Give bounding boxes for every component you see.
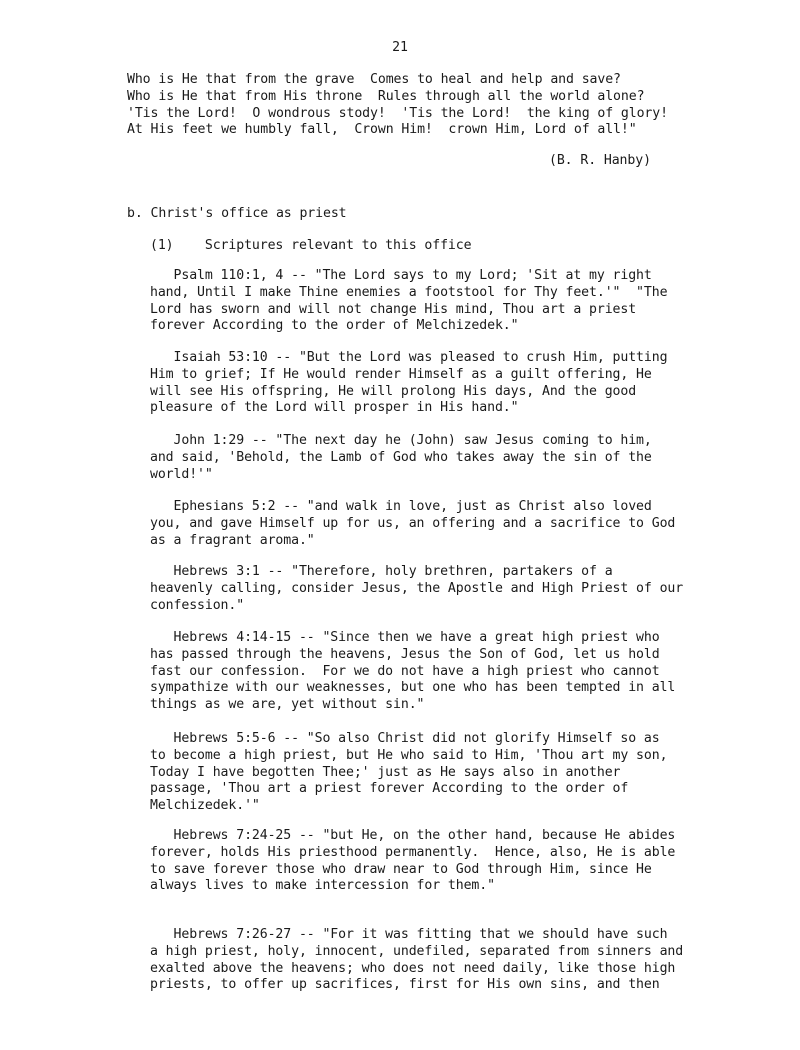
scripture-passage-hebrews-7-26 [150,927,683,994]
poem-line: Who is He that from His throne Rules through all the world alone? [127,88,645,104]
passage-line: will see His offspring, He will prolong His days, And the good [150,383,637,399]
passage-line: things as we are, yet without sin." [150,697,425,713]
scripture-passage-hebrews-7-24 [150,828,675,895]
passage-line: as a fragrant aroma." [150,532,315,548]
passage-line: Him to grief; If He would render Himself as a guilt offering, He [150,366,652,382]
page-number: 21 [392,40,408,55]
passage-line: a high priest, holy, innocent, undefiled, separated from sinners and [150,943,684,959]
passage-line: confession." [150,597,245,613]
passage-line: Isaiah 53:10 -- "But the Lord was pleased to crush Him, putting [150,350,668,365]
poem-attribution: (B. R. Hanby) [549,153,651,168]
passage-line: forever According to the order of Melchizedek." [150,318,519,334]
passage-line: Lord has sworn and will not change His mind, Thou art a priest [150,301,637,317]
poem-line: Who is He that from the grave Comes to heal and help and save? [127,72,621,87]
passage-line: to become a high priest, but He who said to Him, 'Thou art my son, [150,747,668,763]
passage-line: Today I have begotten Thee;' just as He says also in another [150,764,621,780]
passage-line: fast our confession. For we do not have a high priest who cannot [150,663,660,679]
scripture-passage-ephesians-5 [150,499,675,549]
passage-line: forever, holds His priesthood permanently. Hence, also, He is able [150,844,676,860]
passage-line: has passed through the heavens, Jesus the Son of God, let us hold [150,646,660,662]
passage-line: sympathize with our weaknesses, but one who has been tempted in all [150,680,676,696]
passage-line: Hebrews 5:5-6 -- "So also Christ did not glorify Himself so as [150,731,660,746]
poem-line: At His feet we humbly fall, Crown Him! crown Him, Lord of all!" [127,122,637,138]
scripture-passage-john-1 [150,433,652,483]
passage-line: Hebrews 7:24-25 -- "but He, on the other hand, because He abides [150,828,676,843]
passage-line: pleasure of the Lord will prosper in His hand." [150,400,519,416]
passage-line: John 1:29 -- "The next day he (John) saw Jesus coming to him, [150,433,652,448]
scripture-passage-hebrews-5 [150,731,667,815]
passage-line: Hebrews 7:26-27 -- "For it was fitting that we should have such [150,927,668,942]
passage-line: passage, 'Thou art a priest forever According to the order of [150,781,629,797]
passage-line: exalted above the heavens; who does not need daily, like those high [150,960,676,976]
scripture-passage-hebrews-4 [150,630,675,714]
passage-line: priests, to offer up sacrifices, first for His own sins, and then [150,977,660,993]
passage-line: Melchizedek.'" [150,798,260,814]
scripture-passage-psalm-110 [150,268,667,335]
passage-line: Hebrews 4:14-15 -- "Since then we have a great high priest who [150,630,660,645]
poem-stanza [127,72,668,139]
passage-line: heavenly calling, consider Jesus, the Apostle and High Priest of our [150,580,684,596]
passage-line: Hebrews 3:1 -- "Therefore, holy brethren, partakers of a [150,564,613,579]
passage-line: and said, 'Behold, the Lamb of God who takes away the sin of the [150,449,652,465]
scripture-passage-hebrews-3 [150,564,683,614]
poem-line: 'Tis the Lord! O wondrous stody! 'Tis the Lord! the king of glory! [127,105,668,121]
passage-line: world!'" [150,466,213,482]
passage-line: Psalm 110:1, 4 -- "The Lord says to my Lord; 'Sit at my right [150,268,652,283]
passage-line: to save forever those who draw near to God through Him, since He [150,861,652,877]
passage-line: hand, Until I make Thine enemies a footstool for Thy feet.'" "The [150,284,668,300]
passage-line: always lives to make intercession for them." [150,878,495,894]
passage-line: Ephesians 5:2 -- "and walk in love, just as Christ also loved [150,499,652,514]
passage-line: you, and gave Himself up for us, an offering and a sacrifice to God [150,515,676,531]
scripture-passage-isaiah-53 [150,350,667,417]
section-subheading: (1) Scriptures relevant to this office [150,238,472,253]
section-heading: b. Christ's office as priest [127,206,347,221]
